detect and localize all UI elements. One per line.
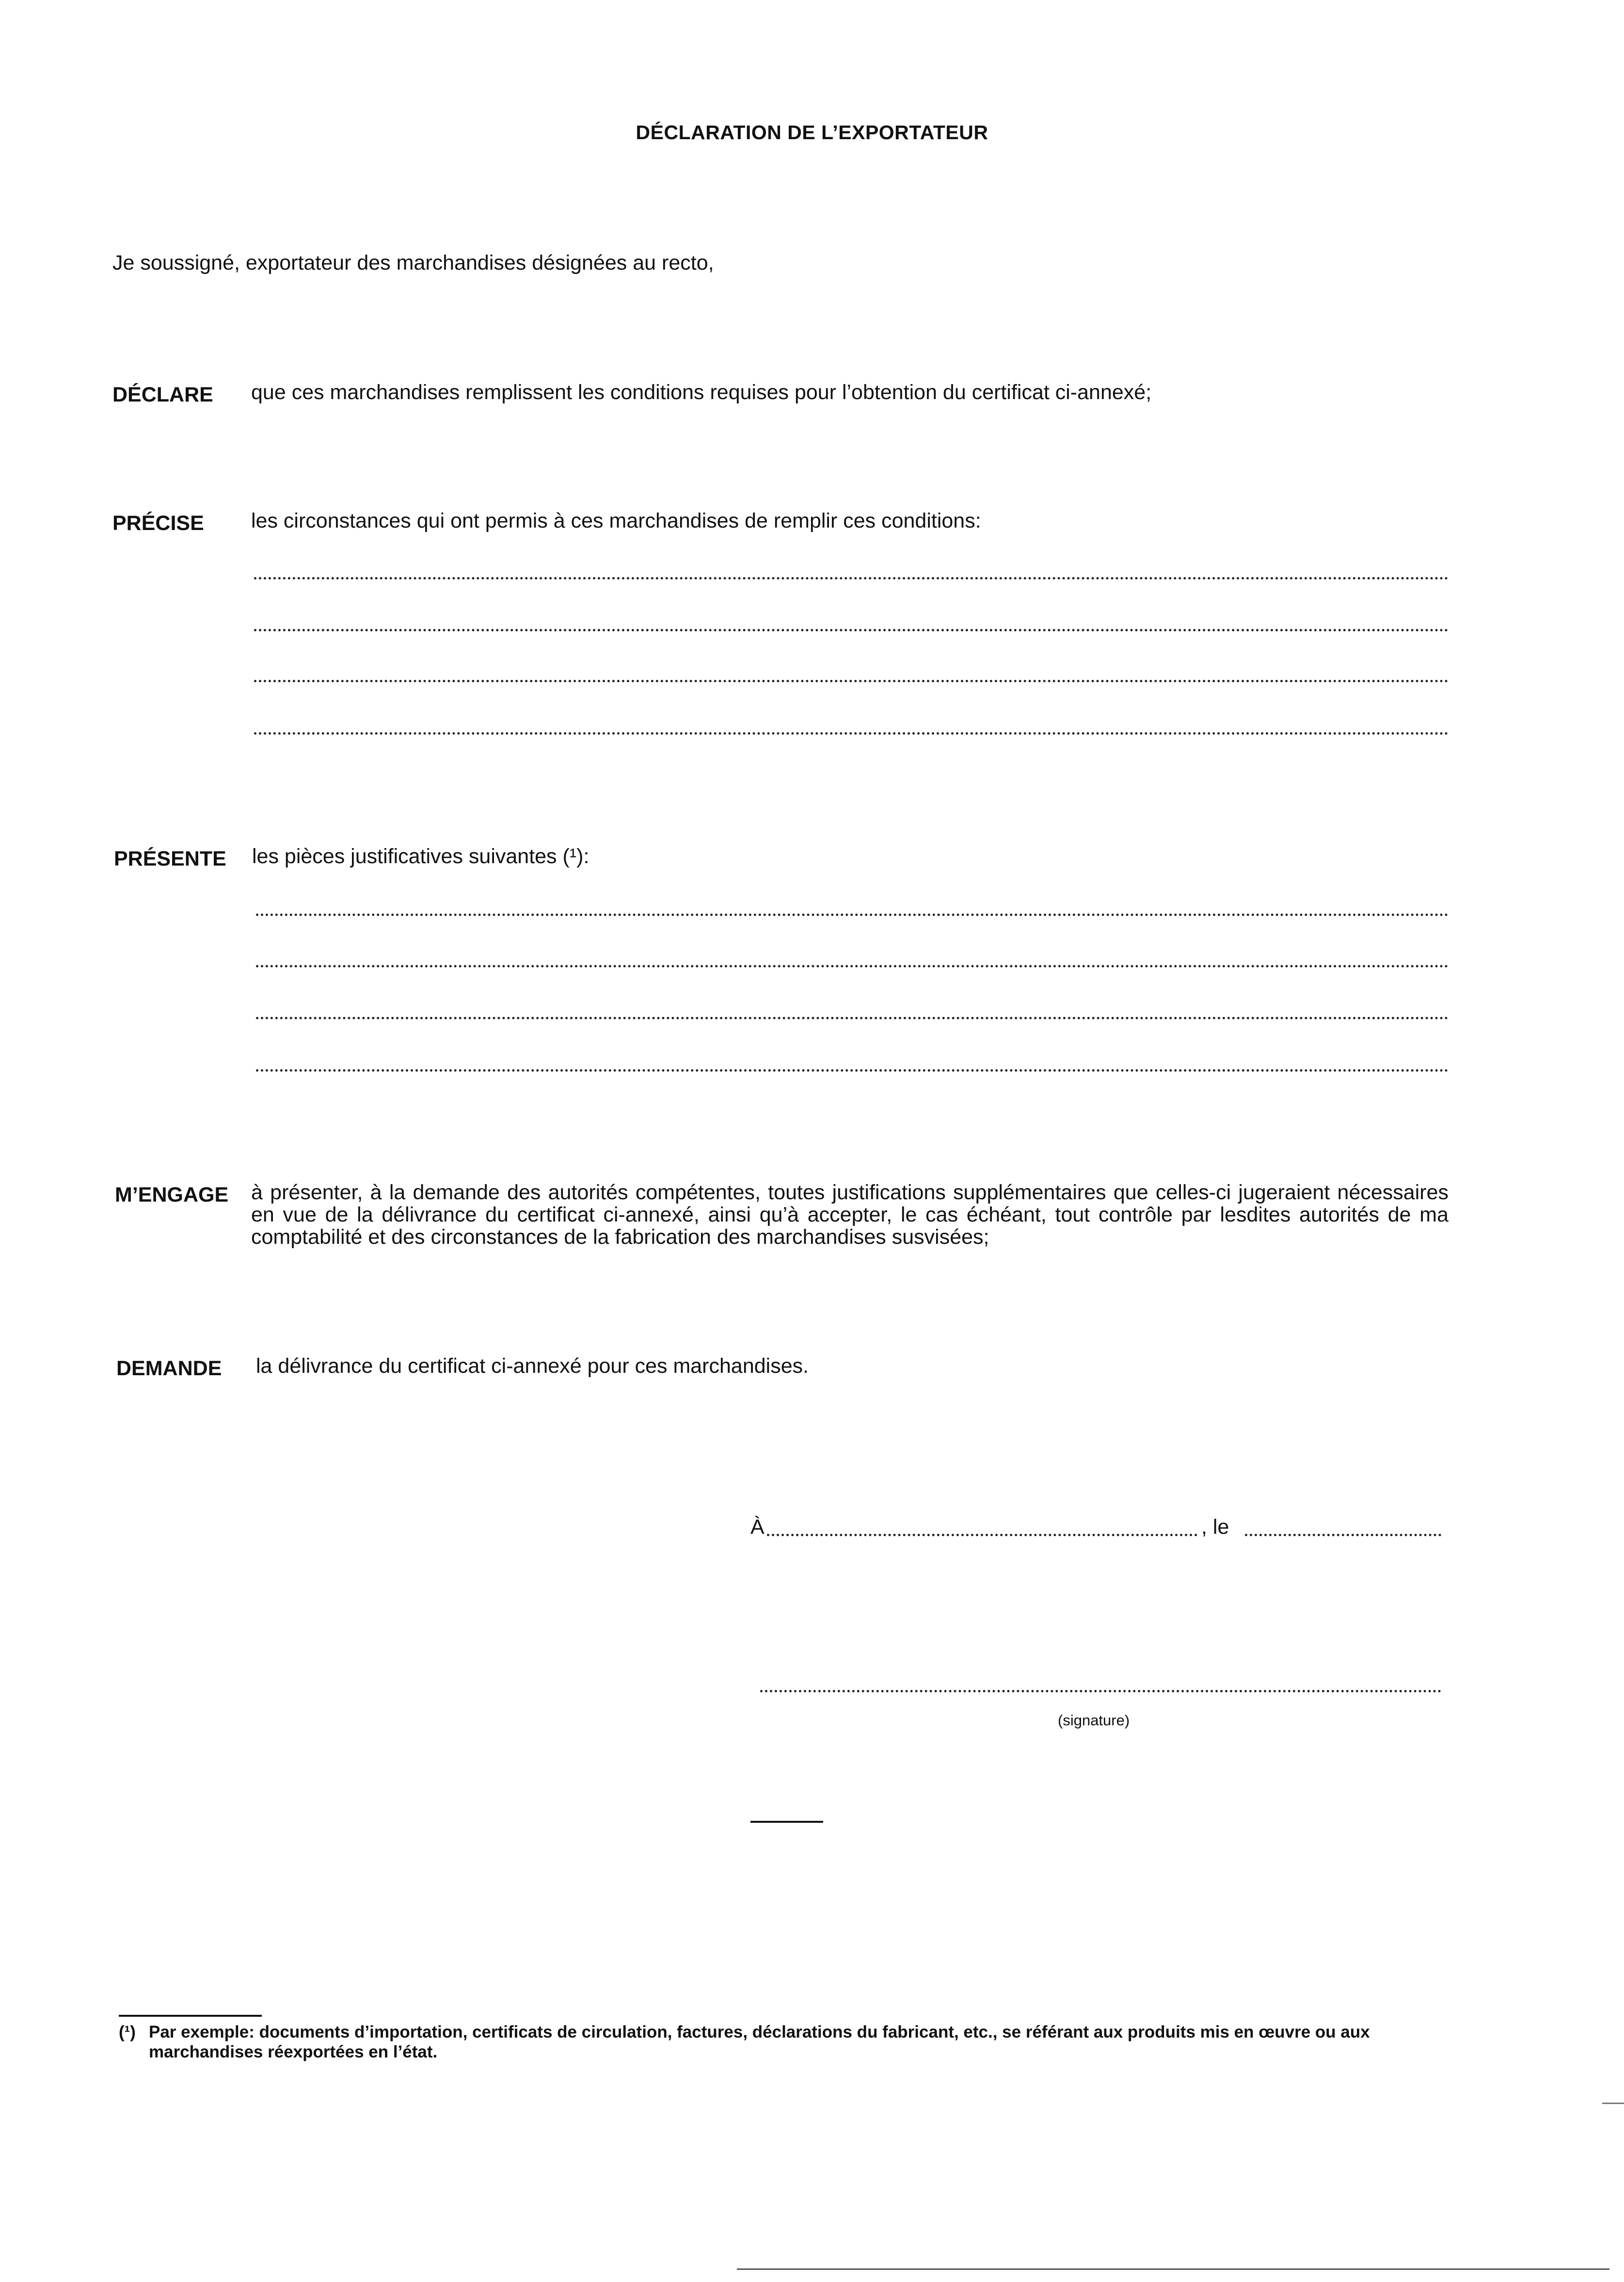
- presente-text: les pièces justificatives suivantes (¹):: [252, 845, 589, 868]
- precise-text: les circonstances qui ont permis à ces marchandises de remplir ces conditions:: [251, 509, 981, 532]
- presente-line-2[interactable]: [256, 965, 1449, 967]
- declare-keyword: DÉCLARE: [112, 383, 213, 406]
- edge-mark: [1602, 2103, 1624, 2104]
- place-field[interactable]: [767, 1534, 1197, 1536]
- demande-keyword: DEMANDE: [116, 1357, 222, 1380]
- demande-text: la délivrance du certificat ci-annexé pour ces marchandises.: [256, 1354, 809, 1378]
- page-title: DÉCLARATION DE L’EXPORTATEUR: [636, 121, 988, 144]
- date-prefix: , le: [1201, 1515, 1229, 1539]
- precise-line-2[interactable]: [254, 629, 1449, 631]
- presente-keyword: PRÉSENTE: [114, 847, 226, 870]
- precise-keyword: PRÉCISE: [112, 512, 204, 535]
- bottom-edge-line: [737, 2268, 1609, 2270]
- engage-keyword: M’ENGAGE: [115, 1183, 229, 1206]
- declare-text: que ces marchandises remplissent les conditions requises pour l’obtention du certificat ci-annexé;: [251, 381, 1152, 404]
- precise-line-1[interactable]: [254, 577, 1449, 579]
- precise-line-3[interactable]: [254, 680, 1449, 682]
- presente-line-3[interactable]: [256, 1017, 1449, 1019]
- precise-line-4[interactable]: [254, 732, 1449, 735]
- footnote-text: Par exemple: documents d’importation, certificats de circulation, factures, déclarations du fabricant, etc., se référant aux produits mis en œuvre ou aux marchandises réexportées en l’état.: [149, 2023, 1370, 2061]
- footnote-mark: (¹): [119, 2023, 136, 2041]
- date-field[interactable]: [1245, 1534, 1441, 1536]
- footnote-rule: [119, 2015, 262, 2017]
- signature-caption: (signature): [1058, 1712, 1130, 1729]
- footnote: [119, 2022, 1457, 2062]
- place-prefix: À: [750, 1515, 764, 1539]
- intro-text: Je soussigné, exportateur des marchandises désignées au recto,: [112, 251, 714, 274]
- presente-line-4[interactable]: [256, 1069, 1449, 1072]
- separator-rule: [750, 1821, 823, 1823]
- engage-text: à présenter, à la demande des autorités compétentes, toutes justifications supplémentaires que celles-ci jugeraient nécessaires en vue de la délivrance du certificat ci-annexé, ainsi qu’à accepter, le cas échéant, tout contrôle par lesdites autorités de ma comptabilité et des circonstances de la fabrication des marchandises susvisées;: [251, 1181, 1449, 1249]
- presente-line-1[interactable]: [256, 914, 1449, 916]
- signature-field[interactable]: [760, 1690, 1441, 1692]
